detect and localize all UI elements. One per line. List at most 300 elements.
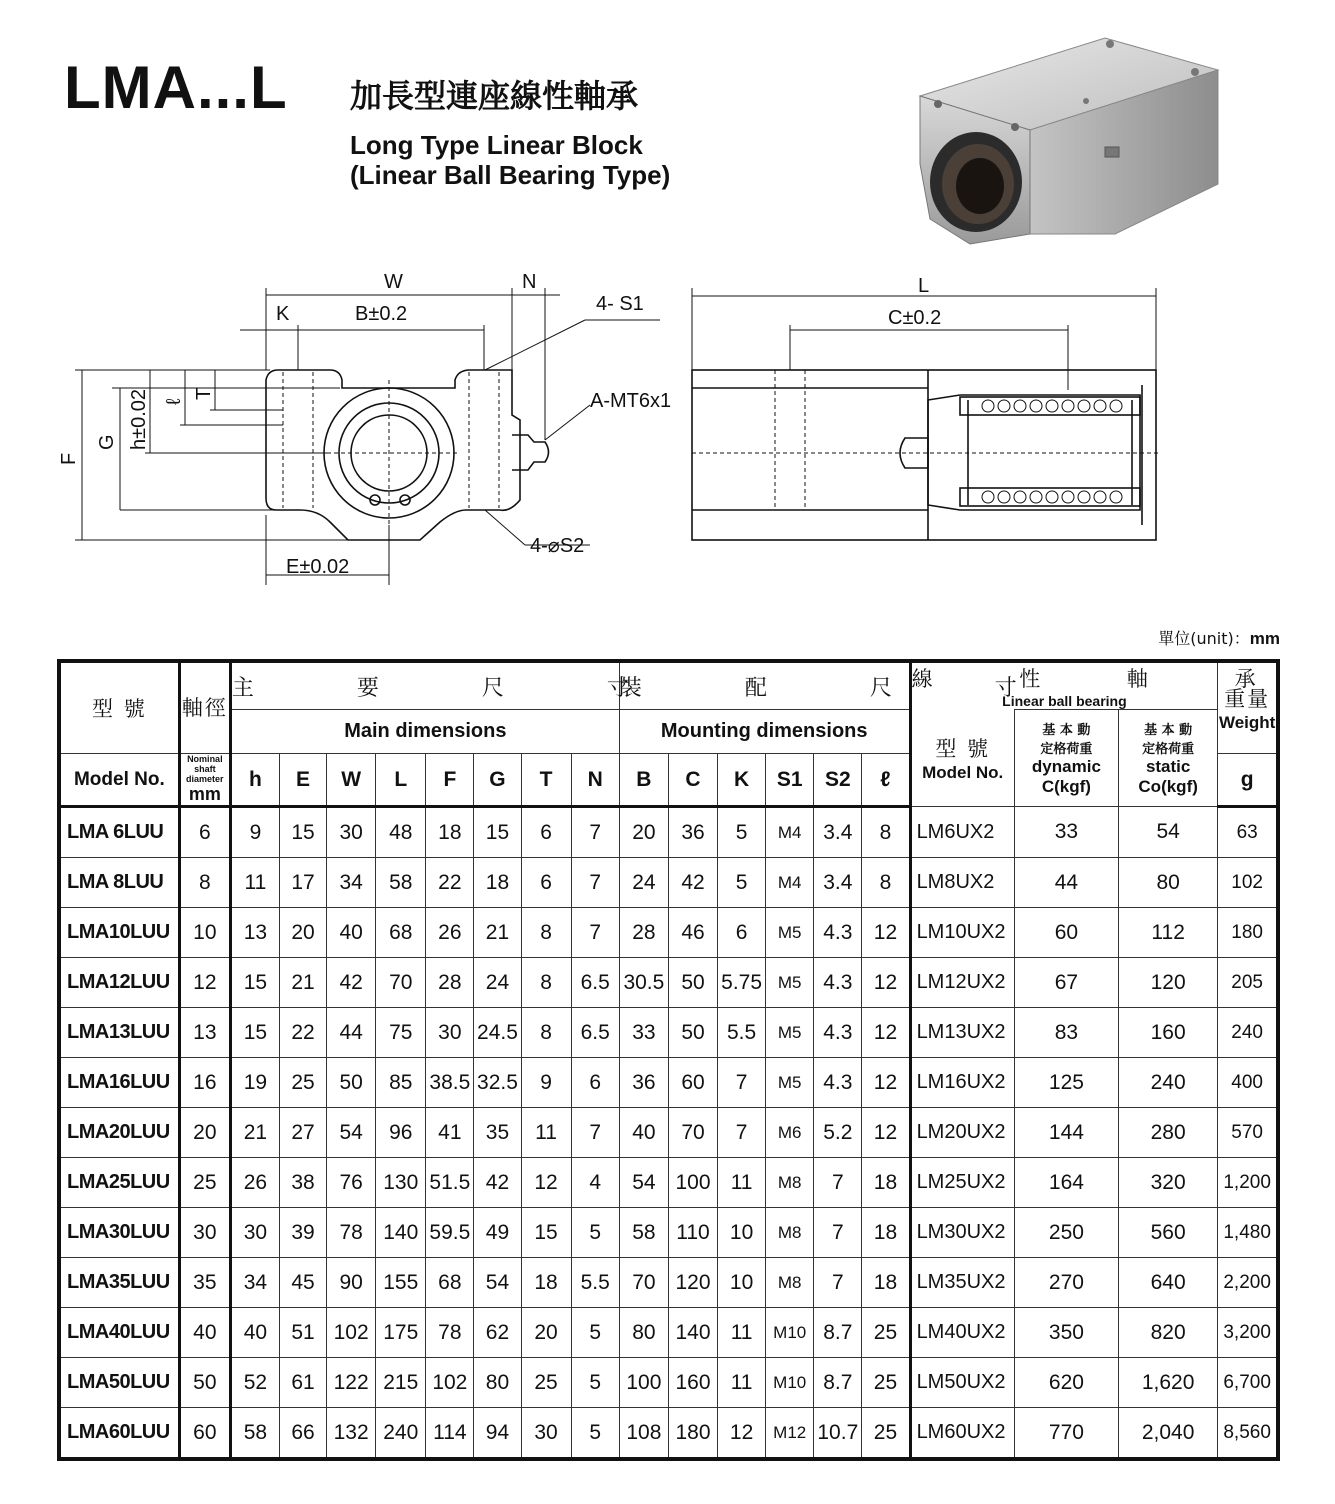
col-E: E bbox=[279, 754, 326, 807]
row-S2-cell: 4.3 bbox=[814, 908, 862, 958]
row-B-cell: 28 bbox=[619, 908, 668, 958]
dim-label-W: W bbox=[384, 271, 403, 293]
row-C-cell: 120 bbox=[668, 1258, 717, 1308]
row-weight-cell: 570 bbox=[1218, 1108, 1278, 1158]
row-l-cell: 12 bbox=[862, 908, 910, 958]
row-N-cell: 5.5 bbox=[571, 1258, 619, 1308]
row-K-cell: 12 bbox=[718, 1408, 766, 1460]
dim-label-L: L bbox=[918, 275, 930, 297]
col-K: K bbox=[718, 754, 766, 807]
unit-note-value: mm bbox=[1249, 629, 1280, 648]
header-model-en: Model No. bbox=[73, 768, 165, 790]
row-bearing-model-cell: LM35UX2 bbox=[910, 1258, 1014, 1308]
side-view-labels bbox=[888, 275, 941, 329]
header-shaft-en-1: Nominal bbox=[187, 754, 223, 764]
row-E-cell: 25 bbox=[279, 1058, 326, 1108]
header-shaft-unit: mm bbox=[188, 784, 221, 804]
row-shaft-cell: 13 bbox=[179, 1008, 230, 1058]
row-G-cell: 32.5 bbox=[474, 1058, 521, 1108]
row-dynamic-load-cell: 44 bbox=[1014, 858, 1118, 908]
row-dynamic-load-cell: 164 bbox=[1014, 1158, 1118, 1208]
row-B-cell: 54 bbox=[619, 1158, 668, 1208]
row-B-cell: 70 bbox=[619, 1258, 668, 1308]
row-S2-cell: 3.4 bbox=[814, 807, 862, 858]
row-W-cell: 90 bbox=[327, 1258, 376, 1308]
row-K-cell: 7 bbox=[718, 1058, 766, 1108]
row-S1-cell: M4 bbox=[766, 858, 814, 908]
row-L-cell: 130 bbox=[376, 1158, 426, 1208]
header-mount-en: Mounting dimensions bbox=[660, 720, 868, 742]
col-h: h bbox=[230, 754, 279, 807]
row-S2-cell: 5.2 bbox=[814, 1108, 862, 1158]
row-E-cell: 17 bbox=[279, 858, 326, 908]
row-B-cell: 100 bbox=[619, 1358, 668, 1408]
row-K-cell: 6 bbox=[718, 908, 766, 958]
row-shaft-cell: 60 bbox=[179, 1408, 230, 1460]
row-bearing-model-cell: LM10UX2 bbox=[910, 908, 1014, 958]
row-W-cell: 132 bbox=[327, 1408, 376, 1460]
table-row bbox=[59, 1258, 1278, 1308]
row-weight-cell: 240 bbox=[1218, 1008, 1278, 1058]
row-T-cell: 9 bbox=[521, 1058, 571, 1108]
row-E-cell: 66 bbox=[279, 1408, 326, 1460]
row-bearing-model-cell: LM30UX2 bbox=[910, 1208, 1014, 1258]
row-L-cell: 96 bbox=[376, 1108, 426, 1158]
row-dynamic-load-cell: 144 bbox=[1014, 1108, 1118, 1158]
row-h-cell: 58 bbox=[230, 1408, 279, 1460]
header-bearing-model-zh: 型 號 bbox=[935, 736, 991, 761]
row-N-cell: 5 bbox=[571, 1408, 619, 1460]
row-K-cell: 7 bbox=[718, 1108, 766, 1158]
row-weight-cell: 180 bbox=[1218, 908, 1278, 958]
spec-table-body bbox=[59, 807, 1278, 1460]
front-view-drawing bbox=[75, 288, 660, 585]
row-h-cell: 52 bbox=[230, 1358, 279, 1408]
row-L-cell: 140 bbox=[376, 1208, 426, 1258]
row-weight-cell: 1,480 bbox=[1218, 1208, 1278, 1258]
row-static-load-cell: 640 bbox=[1119, 1258, 1218, 1308]
row-G-cell: 15 bbox=[474, 807, 521, 858]
row-shaft-cell: 25 bbox=[179, 1158, 230, 1208]
row-K-cell: 5 bbox=[718, 858, 766, 908]
row-W-cell: 54 bbox=[327, 1108, 376, 1158]
row-shaft-cell: 30 bbox=[179, 1208, 230, 1258]
row-W-cell: 40 bbox=[327, 908, 376, 958]
row-G-cell: 35 bbox=[474, 1108, 521, 1158]
row-dynamic-load-cell: 350 bbox=[1014, 1308, 1118, 1358]
row-F-cell: 38.5 bbox=[426, 1058, 474, 1108]
row-weight-cell: 63 bbox=[1218, 807, 1278, 858]
row-dynamic-load-cell: 67 bbox=[1014, 958, 1118, 1008]
row-shaft-cell: 6 bbox=[179, 807, 230, 858]
row-G-cell: 80 bbox=[474, 1358, 521, 1408]
row-E-cell: 51 bbox=[279, 1308, 326, 1358]
header-sta-unit: Co(kgf) bbox=[1138, 777, 1198, 796]
row-dynamic-load-cell: 250 bbox=[1014, 1208, 1118, 1258]
row-E-cell: 27 bbox=[279, 1108, 326, 1158]
row-E-cell: 39 bbox=[279, 1208, 326, 1258]
col-S2: S2 bbox=[814, 754, 862, 807]
row-weight-cell: 1,200 bbox=[1218, 1158, 1278, 1208]
row-L-cell: 175 bbox=[376, 1308, 426, 1358]
row-shaft-cell: 20 bbox=[179, 1108, 230, 1158]
row-N-cell: 7 bbox=[571, 858, 619, 908]
row-l-cell: 25 bbox=[862, 1408, 910, 1460]
row-S2-cell: 10.7 bbox=[814, 1408, 862, 1460]
header-mount-en-cell bbox=[619, 710, 910, 754]
row-G-cell: 42 bbox=[474, 1158, 521, 1208]
row-E-cell: 15 bbox=[279, 807, 326, 858]
row-shaft-cell: 50 bbox=[179, 1358, 230, 1408]
col-C: C bbox=[668, 754, 717, 807]
header-main-en-cell bbox=[230, 710, 619, 754]
row-F-cell: 51.5 bbox=[426, 1158, 474, 1208]
row-static-load-cell: 80 bbox=[1119, 858, 1218, 908]
row-h-cell: 30 bbox=[230, 1208, 279, 1258]
row-S1-cell: M8 bbox=[766, 1258, 814, 1308]
row-F-cell: 78 bbox=[426, 1308, 474, 1358]
row-B-cell: 33 bbox=[619, 1008, 668, 1058]
row-l-cell: 18 bbox=[862, 1158, 910, 1208]
row-bearing-model-cell: LM50UX2 bbox=[910, 1358, 1014, 1408]
row-W-cell: 50 bbox=[327, 1058, 376, 1108]
table-row bbox=[59, 908, 1278, 958]
row-L-cell: 58 bbox=[376, 858, 426, 908]
row-static-load-cell: 320 bbox=[1119, 1158, 1218, 1208]
header-shaft-zh: 軸徑 bbox=[181, 696, 228, 720]
row-B-cell: 58 bbox=[619, 1208, 668, 1258]
header-weight-unit-cell bbox=[1218, 754, 1278, 807]
row-C-cell: 100 bbox=[668, 1158, 717, 1208]
row-G-cell: 24.5 bbox=[474, 1008, 521, 1058]
row-model-cell: LMA10LUU bbox=[59, 908, 179, 958]
row-C-cell: 60 bbox=[668, 1058, 717, 1108]
row-l-cell: 8 bbox=[862, 807, 910, 858]
row-K-cell: 11 bbox=[718, 1358, 766, 1408]
row-static-load-cell: 2,040 bbox=[1119, 1408, 1218, 1460]
row-shaft-cell: 8 bbox=[179, 858, 230, 908]
row-l-cell: 18 bbox=[862, 1208, 910, 1258]
header-main-en: Main dimensions bbox=[344, 720, 507, 742]
row-K-cell: 5 bbox=[718, 807, 766, 858]
row-L-cell: 155 bbox=[376, 1258, 426, 1308]
header-mount-zh: 裝 配 尺 寸 bbox=[619, 675, 1065, 701]
row-model-cell: LMA40LUU bbox=[59, 1308, 179, 1358]
header-weight-unit: g bbox=[1240, 767, 1254, 791]
row-static-load-cell: 820 bbox=[1119, 1308, 1218, 1358]
row-G-cell: 94 bbox=[474, 1408, 521, 1460]
row-G-cell: 49 bbox=[474, 1208, 521, 1258]
row-G-cell: 54 bbox=[474, 1258, 521, 1308]
row-l-cell: 12 bbox=[862, 1108, 910, 1158]
table-row bbox=[59, 1058, 1278, 1108]
row-N-cell: 6 bbox=[571, 1058, 619, 1108]
row-h-cell: 21 bbox=[230, 1108, 279, 1158]
dim-label-F: F bbox=[58, 452, 80, 465]
row-h-cell: 19 bbox=[230, 1058, 279, 1108]
row-K-cell: 11 bbox=[718, 1158, 766, 1208]
row-N-cell: 5 bbox=[571, 1358, 619, 1408]
row-L-cell: 85 bbox=[376, 1058, 426, 1108]
row-static-load-cell: 560 bbox=[1119, 1208, 1218, 1258]
row-S1-cell: M4 bbox=[766, 807, 814, 858]
row-S2-cell: 7 bbox=[814, 1158, 862, 1208]
row-W-cell: 122 bbox=[327, 1358, 376, 1408]
row-h-cell: 40 bbox=[230, 1308, 279, 1358]
row-N-cell: 7 bbox=[571, 908, 619, 958]
dim-label-T: T bbox=[193, 387, 215, 400]
row-K-cell: 5.5 bbox=[718, 1008, 766, 1058]
row-F-cell: 26 bbox=[426, 908, 474, 958]
row-C-cell: 50 bbox=[668, 958, 717, 1008]
specification-table bbox=[57, 659, 1296, 1461]
row-static-load-cell: 1,620 bbox=[1119, 1358, 1218, 1408]
row-W-cell: 102 bbox=[327, 1308, 376, 1358]
product-title-chinese: 加長型連座線性軸承 bbox=[350, 77, 639, 115]
header-sta-zh-1: 基 本 動 bbox=[1144, 723, 1193, 738]
table-row bbox=[59, 1158, 1278, 1208]
dim-label-S2: 4-⌀S2 bbox=[530, 535, 585, 557]
row-l-cell: 25 bbox=[862, 1308, 910, 1358]
header-sta-en: static bbox=[1145, 757, 1191, 776]
row-F-cell: 28 bbox=[426, 958, 474, 1008]
row-C-cell: 180 bbox=[668, 1408, 717, 1460]
row-W-cell: 78 bbox=[327, 1208, 376, 1258]
row-static-load-cell: 112 bbox=[1119, 908, 1218, 958]
header-dynamic-load bbox=[1014, 710, 1118, 807]
header-shaft-en-3: diameter bbox=[186, 774, 224, 784]
header-sta-zh-2: 定格荷重 bbox=[1142, 742, 1195, 757]
row-N-cell: 6.5 bbox=[571, 1008, 619, 1058]
row-S1-cell: M5 bbox=[766, 908, 814, 958]
header-dyn-zh-1: 基 本 動 bbox=[1042, 723, 1091, 738]
row-bearing-model-cell: LM12UX2 bbox=[910, 958, 1014, 1008]
header-main-zh: 主 要 尺 寸 bbox=[231, 675, 677, 701]
row-N-cell: 7 bbox=[571, 1108, 619, 1158]
row-bearing-model-cell: LM40UX2 bbox=[910, 1308, 1014, 1358]
row-S1-cell: M5 bbox=[766, 1008, 814, 1058]
header-main-dimensions bbox=[230, 661, 677, 710]
row-K-cell: 11 bbox=[718, 1308, 766, 1358]
row-S2-cell: 8.7 bbox=[814, 1358, 862, 1408]
row-F-cell: 102 bbox=[426, 1358, 474, 1408]
row-S1-cell: M6 bbox=[766, 1108, 814, 1158]
row-E-cell: 20 bbox=[279, 908, 326, 958]
row-model-cell: LMA20LUU bbox=[59, 1108, 179, 1158]
row-C-cell: 36 bbox=[668, 807, 717, 858]
row-S1-cell: M5 bbox=[766, 1058, 814, 1108]
row-model-cell: LMA25LUU bbox=[59, 1158, 179, 1208]
dim-label-N: N bbox=[522, 271, 537, 293]
row-dynamic-load-cell: 83 bbox=[1014, 1008, 1118, 1058]
row-dynamic-load-cell: 770 bbox=[1014, 1408, 1118, 1460]
dim-label-S1: 4- S1 bbox=[596, 293, 644, 315]
row-T-cell: 11 bbox=[521, 1108, 571, 1158]
row-N-cell: 6.5 bbox=[571, 958, 619, 1008]
row-h-cell: 13 bbox=[230, 908, 279, 958]
row-bearing-model-cell: LM8UX2 bbox=[910, 858, 1014, 908]
row-L-cell: 75 bbox=[376, 1008, 426, 1058]
row-W-cell: 42 bbox=[327, 958, 376, 1008]
table-row bbox=[59, 1008, 1278, 1058]
row-W-cell: 76 bbox=[327, 1158, 376, 1208]
row-model-cell: LMA60LUU bbox=[59, 1408, 179, 1460]
row-static-load-cell: 240 bbox=[1119, 1058, 1218, 1108]
row-E-cell: 61 bbox=[279, 1358, 326, 1408]
row-dynamic-load-cell: 620 bbox=[1014, 1358, 1118, 1408]
row-S1-cell: M12 bbox=[766, 1408, 814, 1460]
row-l-cell: 12 bbox=[862, 1008, 910, 1058]
row-L-cell: 48 bbox=[376, 807, 426, 858]
row-shaft-cell: 40 bbox=[179, 1308, 230, 1358]
dim-label-A: A-MT6x1 bbox=[590, 390, 672, 412]
row-model-cell: LMA 8LUU bbox=[59, 858, 179, 908]
row-shaft-cell: 10 bbox=[179, 908, 230, 958]
col-S1: S1 bbox=[766, 754, 814, 807]
row-weight-cell: 102 bbox=[1218, 858, 1278, 908]
row-L-cell: 70 bbox=[376, 958, 426, 1008]
row-weight-cell: 3,200 bbox=[1218, 1308, 1278, 1358]
row-T-cell: 8 bbox=[521, 958, 571, 1008]
row-S2-cell: 7 bbox=[814, 1258, 862, 1308]
dim-label-E: E±0.02 bbox=[286, 556, 350, 578]
row-weight-cell: 6,700 bbox=[1218, 1358, 1278, 1408]
row-W-cell: 30 bbox=[327, 807, 376, 858]
row-model-cell: LMA50LUU bbox=[59, 1358, 179, 1408]
header-bearing-en: Linear ball bearing bbox=[1002, 693, 1127, 709]
col-W: W bbox=[327, 754, 376, 807]
row-L-cell: 215 bbox=[376, 1358, 426, 1408]
row-S1-cell: M8 bbox=[766, 1158, 814, 1208]
row-E-cell: 22 bbox=[279, 1008, 326, 1058]
row-bearing-model-cell: LM60UX2 bbox=[910, 1408, 1014, 1460]
row-shaft-cell: 12 bbox=[179, 958, 230, 1008]
table-row bbox=[59, 807, 1278, 858]
row-T-cell: 25 bbox=[521, 1358, 571, 1408]
row-B-cell: 24 bbox=[619, 858, 668, 908]
table-row bbox=[59, 1308, 1278, 1358]
row-F-cell: 41 bbox=[426, 1108, 474, 1158]
header-dyn-unit: C(kgf) bbox=[1041, 777, 1091, 796]
row-model-cell: LMA16LUU bbox=[59, 1058, 179, 1108]
row-G-cell: 18 bbox=[474, 858, 521, 908]
row-C-cell: 110 bbox=[668, 1208, 717, 1258]
row-C-cell: 46 bbox=[668, 908, 717, 958]
row-S2-cell: 7 bbox=[814, 1208, 862, 1258]
col-F: F bbox=[426, 754, 474, 807]
row-C-cell: 42 bbox=[668, 858, 717, 908]
row-B-cell: 40 bbox=[619, 1108, 668, 1158]
header-model-en-cell bbox=[59, 754, 179, 807]
product-code-title: LMA...L bbox=[64, 54, 288, 121]
header-shaft bbox=[179, 661, 230, 754]
row-h-cell: 11 bbox=[230, 858, 279, 908]
row-S2-cell: 4.3 bbox=[814, 1008, 862, 1058]
row-l-cell: 25 bbox=[862, 1358, 910, 1408]
col-L: L bbox=[376, 754, 426, 807]
row-weight-cell: 2,200 bbox=[1218, 1258, 1278, 1308]
row-F-cell: 68 bbox=[426, 1258, 474, 1308]
row-K-cell: 10 bbox=[718, 1208, 766, 1258]
header-bearing-model-en: Model No. bbox=[922, 762, 1004, 782]
row-N-cell: 7 bbox=[571, 807, 619, 858]
table-row bbox=[59, 958, 1278, 1008]
row-N-cell: 5 bbox=[571, 1208, 619, 1258]
row-S1-cell: M10 bbox=[766, 1308, 814, 1358]
row-S2-cell: 4.3 bbox=[814, 1058, 862, 1108]
row-S2-cell: 4.3 bbox=[814, 958, 862, 1008]
row-S2-cell: 8.7 bbox=[814, 1308, 862, 1358]
row-dynamic-load-cell: 60 bbox=[1014, 908, 1118, 958]
row-h-cell: 34 bbox=[230, 1258, 279, 1308]
row-L-cell: 68 bbox=[376, 908, 426, 958]
row-C-cell: 50 bbox=[668, 1008, 717, 1058]
row-static-load-cell: 54 bbox=[1119, 807, 1218, 858]
row-F-cell: 18 bbox=[426, 807, 474, 858]
row-static-load-cell: 120 bbox=[1119, 958, 1218, 1008]
row-S1-cell: M5 bbox=[766, 958, 814, 1008]
row-N-cell: 4 bbox=[571, 1158, 619, 1208]
col-N: N bbox=[571, 754, 619, 807]
header-weight-en: Weight bbox=[1218, 713, 1276, 732]
row-l-cell: 18 bbox=[862, 1258, 910, 1308]
table-row bbox=[59, 1208, 1278, 1258]
row-C-cell: 160 bbox=[668, 1358, 717, 1408]
row-C-cell: 140 bbox=[668, 1308, 717, 1358]
header-shaft-en-cell bbox=[179, 754, 230, 807]
row-dynamic-load-cell: 33 bbox=[1014, 807, 1118, 858]
row-N-cell: 5 bbox=[571, 1308, 619, 1358]
title-line-1: Long Type Linear Block bbox=[350, 130, 643, 160]
row-weight-cell: 400 bbox=[1218, 1058, 1278, 1108]
col-B: B bbox=[619, 754, 668, 807]
table-row bbox=[59, 858, 1278, 908]
dim-label-K: K bbox=[276, 303, 290, 325]
row-dynamic-load-cell: 125 bbox=[1014, 1058, 1118, 1108]
header-shaft-en-2: shaft bbox=[194, 764, 216, 774]
row-T-cell: 8 bbox=[521, 908, 571, 958]
row-h-cell: 15 bbox=[230, 1008, 279, 1058]
col-G: G bbox=[474, 754, 521, 807]
row-C-cell: 70 bbox=[668, 1108, 717, 1158]
front-view-labels bbox=[58, 271, 671, 578]
row-weight-cell: 205 bbox=[1218, 958, 1278, 1008]
header-model-zh: 型 號 bbox=[92, 697, 147, 721]
table-row bbox=[59, 1358, 1278, 1408]
row-G-cell: 21 bbox=[474, 908, 521, 958]
row-model-cell: LMA30LUU bbox=[59, 1208, 179, 1258]
row-E-cell: 38 bbox=[279, 1158, 326, 1208]
row-T-cell: 6 bbox=[521, 858, 571, 908]
row-bearing-model-cell: LM25UX2 bbox=[910, 1158, 1014, 1208]
row-G-cell: 62 bbox=[474, 1308, 521, 1358]
row-static-load-cell: 280 bbox=[1119, 1108, 1218, 1158]
row-model-cell: LMA 6LUU bbox=[59, 807, 179, 858]
row-W-cell: 44 bbox=[327, 1008, 376, 1058]
row-dynamic-load-cell: 270 bbox=[1014, 1258, 1118, 1308]
row-h-cell: 9 bbox=[230, 807, 279, 858]
row-L-cell: 240 bbox=[376, 1408, 426, 1460]
title-line-2: (Linear Ball Bearing Type) bbox=[350, 160, 671, 190]
row-E-cell: 21 bbox=[279, 958, 326, 1008]
header-dyn-zh-2: 定格荷重 bbox=[1040, 742, 1093, 757]
row-model-cell: LMA13LUU bbox=[59, 1008, 179, 1058]
row-F-cell: 22 bbox=[426, 858, 474, 908]
header-bearing-zh: 線 性 軸 承 bbox=[911, 667, 1296, 691]
row-h-cell: 26 bbox=[230, 1158, 279, 1208]
header-static-load bbox=[1119, 710, 1218, 807]
row-W-cell: 34 bbox=[327, 858, 376, 908]
